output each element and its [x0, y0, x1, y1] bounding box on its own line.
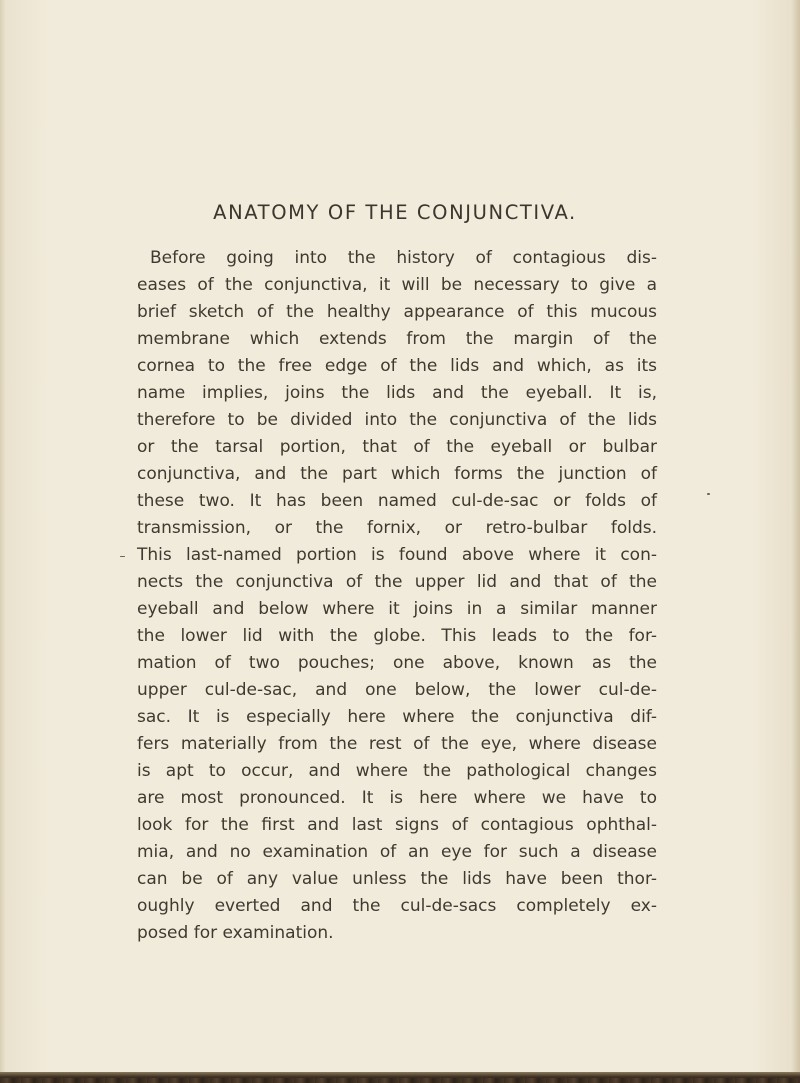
- text-line: eases of the conjunctiva, it will be necessary to give a: [137, 275, 657, 295]
- text-line: is apt to occur, and where the pathological changes: [137, 761, 657, 781]
- text-line: mation of two pouches; one above, known as the: [137, 653, 657, 673]
- text-line: fers materially from the rest of the eye, where disease: [137, 734, 657, 754]
- chapter-heading: ANATOMY OF THE CONJUNCTIVA.: [213, 201, 577, 224]
- text-line: name implies, joins the lids and the eyeball. It is,: [137, 383, 657, 403]
- body-paragraph: [137, 245, 657, 947]
- text-line: brief sketch of the healthy appearance of this mucous: [137, 302, 657, 322]
- text-line: This last-named portion is found above where it con-: [137, 545, 657, 565]
- text-line: these two. It has been named cul-de-sac or folds of: [137, 491, 657, 511]
- paper-speck: [707, 493, 710, 495]
- text-line: look for the first and last signs of contagious ophthal-: [137, 815, 657, 835]
- text-line: conjunctiva, and the part which forms the junction of: [137, 464, 657, 484]
- text-line: therefore to be divided into the conjunctiva of the lids: [137, 410, 657, 430]
- text-line: transmission, or the fornix, or retro-bulbar folds.: [137, 518, 657, 538]
- text-line: are most pronounced. It is here where we have to: [137, 788, 657, 808]
- page-right-edge: [790, 0, 800, 1083]
- text-line: the lower lid with the globe. This leads to the for-: [137, 626, 657, 646]
- page-left-edge: [0, 0, 6, 1083]
- text-line: posed for examination.: [137, 923, 334, 943]
- text-line: mia, and no examination of an eye for such a disease: [137, 842, 657, 862]
- text-line: sac. It is especially here where the conjunctiva dif-: [137, 707, 657, 727]
- text-line: eyeball and below where it joins in a similar manner: [137, 599, 657, 619]
- text-line: or the tarsal portion, that of the eyeball or bulbar: [137, 437, 657, 457]
- text-line: Before going into the history of contagious dis-: [150, 248, 657, 268]
- text-line: nects the conjunctiva of the upper lid and that of the: [137, 572, 657, 592]
- page-bottom-edge: [0, 1072, 800, 1083]
- text-line: cornea to the free edge of the lids and which, as its: [137, 356, 657, 376]
- text-line: upper cul-de-sac, and one below, the lower cul-de-: [137, 680, 657, 700]
- paper-speck: [120, 556, 125, 557]
- text-line: can be of any value unless the lids have been thor-: [137, 869, 657, 889]
- text-line: membrane which extends from the margin of the: [137, 329, 657, 349]
- text-line: oughly everted and the cul-de-sacs completely ex-: [137, 896, 657, 916]
- page-bottom-edge-texture: [0, 1078, 800, 1083]
